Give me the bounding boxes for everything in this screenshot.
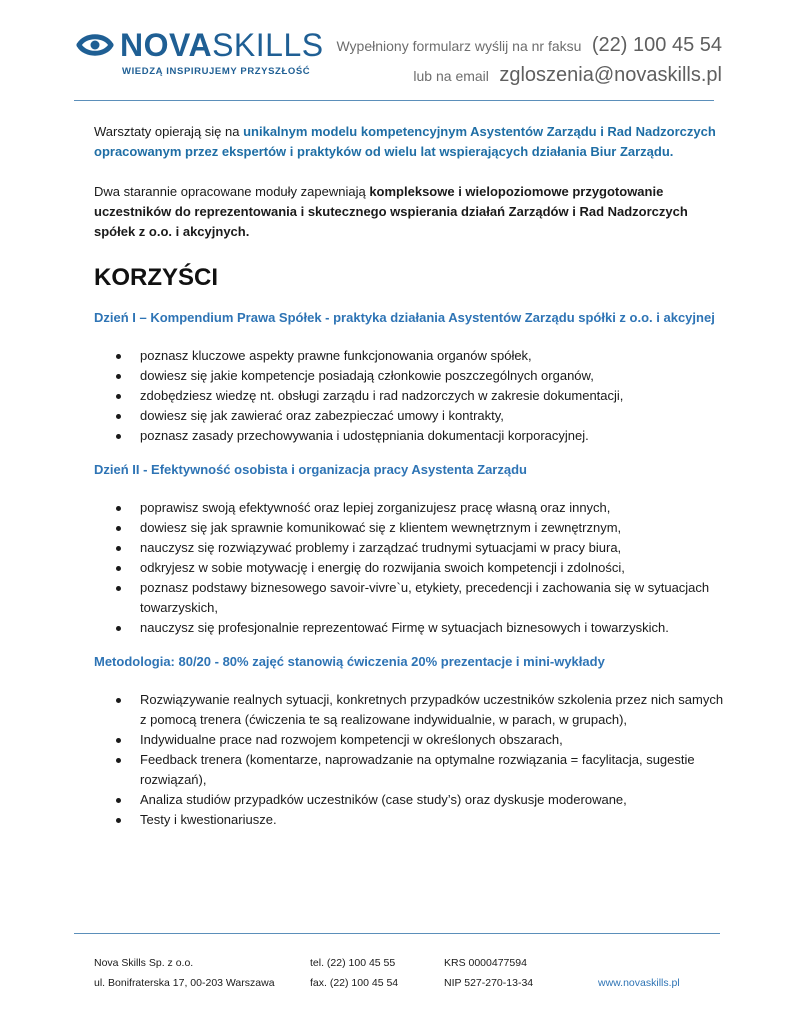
- eye-logo-icon: [76, 30, 114, 60]
- bullet-icon: [116, 798, 121, 803]
- list-item: [94, 386, 724, 406]
- header-divider: [74, 100, 714, 101]
- footer-tel: tel. (22) 100 45 55: [310, 957, 396, 969]
- list-item-text: Rozwiązywanie realnych sytuacji, konkretnych przypadków uczestników szkolenia przez nich samych z pomocą trenera (ćwiczenia te są realizowane indywidualnie, w parach, w grupach),: [140, 692, 724, 727]
- list-item-text: dowiesz się jak zawierać oraz zabezpieczać umowy i kontrakty,: [140, 408, 504, 423]
- list-item-text: nauczysz się rozwiązywać problemy i zarządzać trudnymi sytuacjami w pracy biura,: [140, 540, 622, 555]
- bullet-icon: [116, 566, 121, 571]
- footer-krs: KRS 0000477594: [444, 957, 527, 969]
- day1-heading: Dzień I – Kompendium Prawa Spółek - praktyka działania Asystentów Zarządu spółki z o.o. i akcyjnej: [94, 310, 715, 325]
- list-item-text: poznasz podstawy biznesowego savoir-vivre`u, etykiety, precedencji i zachowania się w sytuacjach towarzyskich,: [140, 580, 710, 615]
- bullet-icon: [116, 626, 121, 631]
- footer-website-link[interactable]: www.novaskills.pl: [598, 977, 680, 989]
- intro-p1-highlight: unikalnym modelu kompetencyjnym Asystentów Zarządu i Rad Nadzorczych opracowanym przez ekspertów i praktyków od wielu lat wspierających działania Biur Zarządu.: [94, 124, 716, 159]
- list-item-text: Analiza studiów przypadków uczestników (case study’s) oraz dyskusje moderowane,: [140, 792, 627, 807]
- day2-heading: Dzień II - Efektywność osobista i organizacja pracy Asystenta Zarządu: [94, 462, 527, 477]
- logo-brand-regular: SKILLS: [212, 27, 324, 63]
- list-item-text: zdobędziesz wiedzę nt. obsługi zarządu i rad nadzorczych w zakresie dokumentacji,: [140, 388, 624, 403]
- fax-number: (22) 100 45 54: [591, 34, 722, 56]
- methodology-list: [94, 690, 724, 830]
- list-item: [94, 790, 724, 810]
- fax-line: [336, 30, 722, 60]
- list-item: [94, 578, 724, 618]
- list-item-text: poznasz kluczowe aspekty prawne funkcjonowania organów spółek,: [140, 348, 532, 363]
- document-body: [94, 122, 724, 844]
- list-item-text: Indywidualne prace nad rozwojem kompetencji w określonych obszarach,: [140, 732, 563, 747]
- methodology-heading: Metodologia: 80/20 - 80% zajęć stanowią ćwiczenia 20% prezentacje i mini-wykłady: [94, 654, 605, 669]
- list-item-text: dowiesz się jak sprawnie komunikować się z klientem wewnętrznym i zewnętrznym,: [140, 520, 622, 535]
- email-line: [336, 60, 722, 90]
- bullet-icon: [116, 546, 121, 551]
- benefits-title: KORZYŚCI: [94, 264, 219, 291]
- list-item-text: Feedback trenera (komentarze, naprowadzanie na optymalne rozwiązania = facylitacja, sugestie rozwiązań),: [140, 752, 695, 787]
- list-item: [94, 406, 724, 426]
- list-item: [94, 810, 724, 830]
- list-item: [94, 538, 724, 558]
- logo-tagline: WIEDZĄ INSPIRUJEMY PRZYSZŁOŚĆ: [122, 66, 311, 77]
- list-item: [94, 618, 724, 638]
- list-item-text: poprawisz swoją efektywność oraz lepiej zorganizujesz pracę własną oraz innych,: [140, 500, 611, 515]
- header-contact: [336, 30, 722, 90]
- footer-divider: [74, 933, 720, 934]
- bullet-icon: [116, 758, 121, 763]
- bullet-icon: [116, 434, 121, 439]
- bullet-icon: [116, 506, 121, 511]
- bullet-icon: [116, 354, 121, 359]
- day1-list: [94, 346, 724, 446]
- fax-label: Wypełniony formularz wyślij na nr faksu: [336, 38, 582, 54]
- intro-p2-prefix: Dwa starannie opracowane moduły zapewniają: [94, 184, 370, 199]
- footer-company-name: Nova Skills Sp. z o.o.: [94, 957, 194, 969]
- bullet-icon: [116, 394, 121, 399]
- bullet-icon: [116, 374, 121, 379]
- footer-phone-block: [310, 953, 398, 993]
- bullet-icon: [116, 586, 121, 591]
- email-label: lub na email: [413, 68, 489, 84]
- intro-p2-bold: kompleksowe i wielopoziomowe przygotowanie uczestników do reprezentowania i skutecznego wspierania działań Zarządów i Rad Nadzorczych spółek z o.o. i akcyjnych.: [94, 184, 688, 239]
- bullet-icon: [116, 414, 121, 419]
- footer-address: ul. Bonifraterska 17, 00-203 Warszawa: [94, 977, 275, 989]
- footer-company-block: [94, 953, 275, 993]
- list-item: [94, 730, 724, 750]
- bullet-icon: [116, 818, 121, 823]
- logo-brand-bold: NOVA: [120, 27, 213, 63]
- list-item-text: dowiesz się jakie kompetencje posiadają członkowie poszczególnych organów,: [140, 368, 594, 383]
- list-item: [94, 750, 724, 790]
- email-address[interactable]: zgloszenia@novaskills.pl: [499, 64, 722, 86]
- intro-paragraph-1: [94, 122, 724, 162]
- list-item: [94, 518, 724, 538]
- intro-paragraph-2: [94, 182, 724, 242]
- footer-nip: NIP 527-270-13-34: [444, 977, 534, 989]
- footer-fax: fax. (22) 100 45 54: [310, 977, 399, 989]
- list-item: [94, 366, 724, 386]
- bullet-icon: [116, 526, 121, 531]
- list-item-text: odkryjesz w sobie motywację i energię do rozwijania swoich kompetencji i zdolności,: [140, 560, 625, 575]
- list-item-text: nauczysz się profesjonalnie reprezentować Firmę w sytuacjach biznesowych i towarzyskich.: [140, 620, 669, 635]
- list-item: [94, 498, 724, 518]
- bullet-icon: [116, 698, 121, 703]
- list-item: [94, 346, 724, 366]
- list-item-text: poznasz zasady przechowywania i udostępniania dokumentacji korporacyjnej.: [140, 428, 589, 443]
- page-header: [0, 0, 791, 104]
- day2-list: [94, 498, 724, 638]
- bullet-icon: [116, 738, 121, 743]
- intro-p1-prefix: Warsztaty opierają się na: [94, 124, 244, 139]
- list-item-text: Testy i kwestionariusze.: [140, 812, 277, 827]
- list-item: [94, 426, 724, 446]
- logo-wordmark: [120, 26, 324, 64]
- list-item: [94, 690, 724, 730]
- footer-registry-block: [444, 953, 533, 993]
- list-item: [94, 558, 724, 578]
- novaskills-logo: [76, 26, 324, 82]
